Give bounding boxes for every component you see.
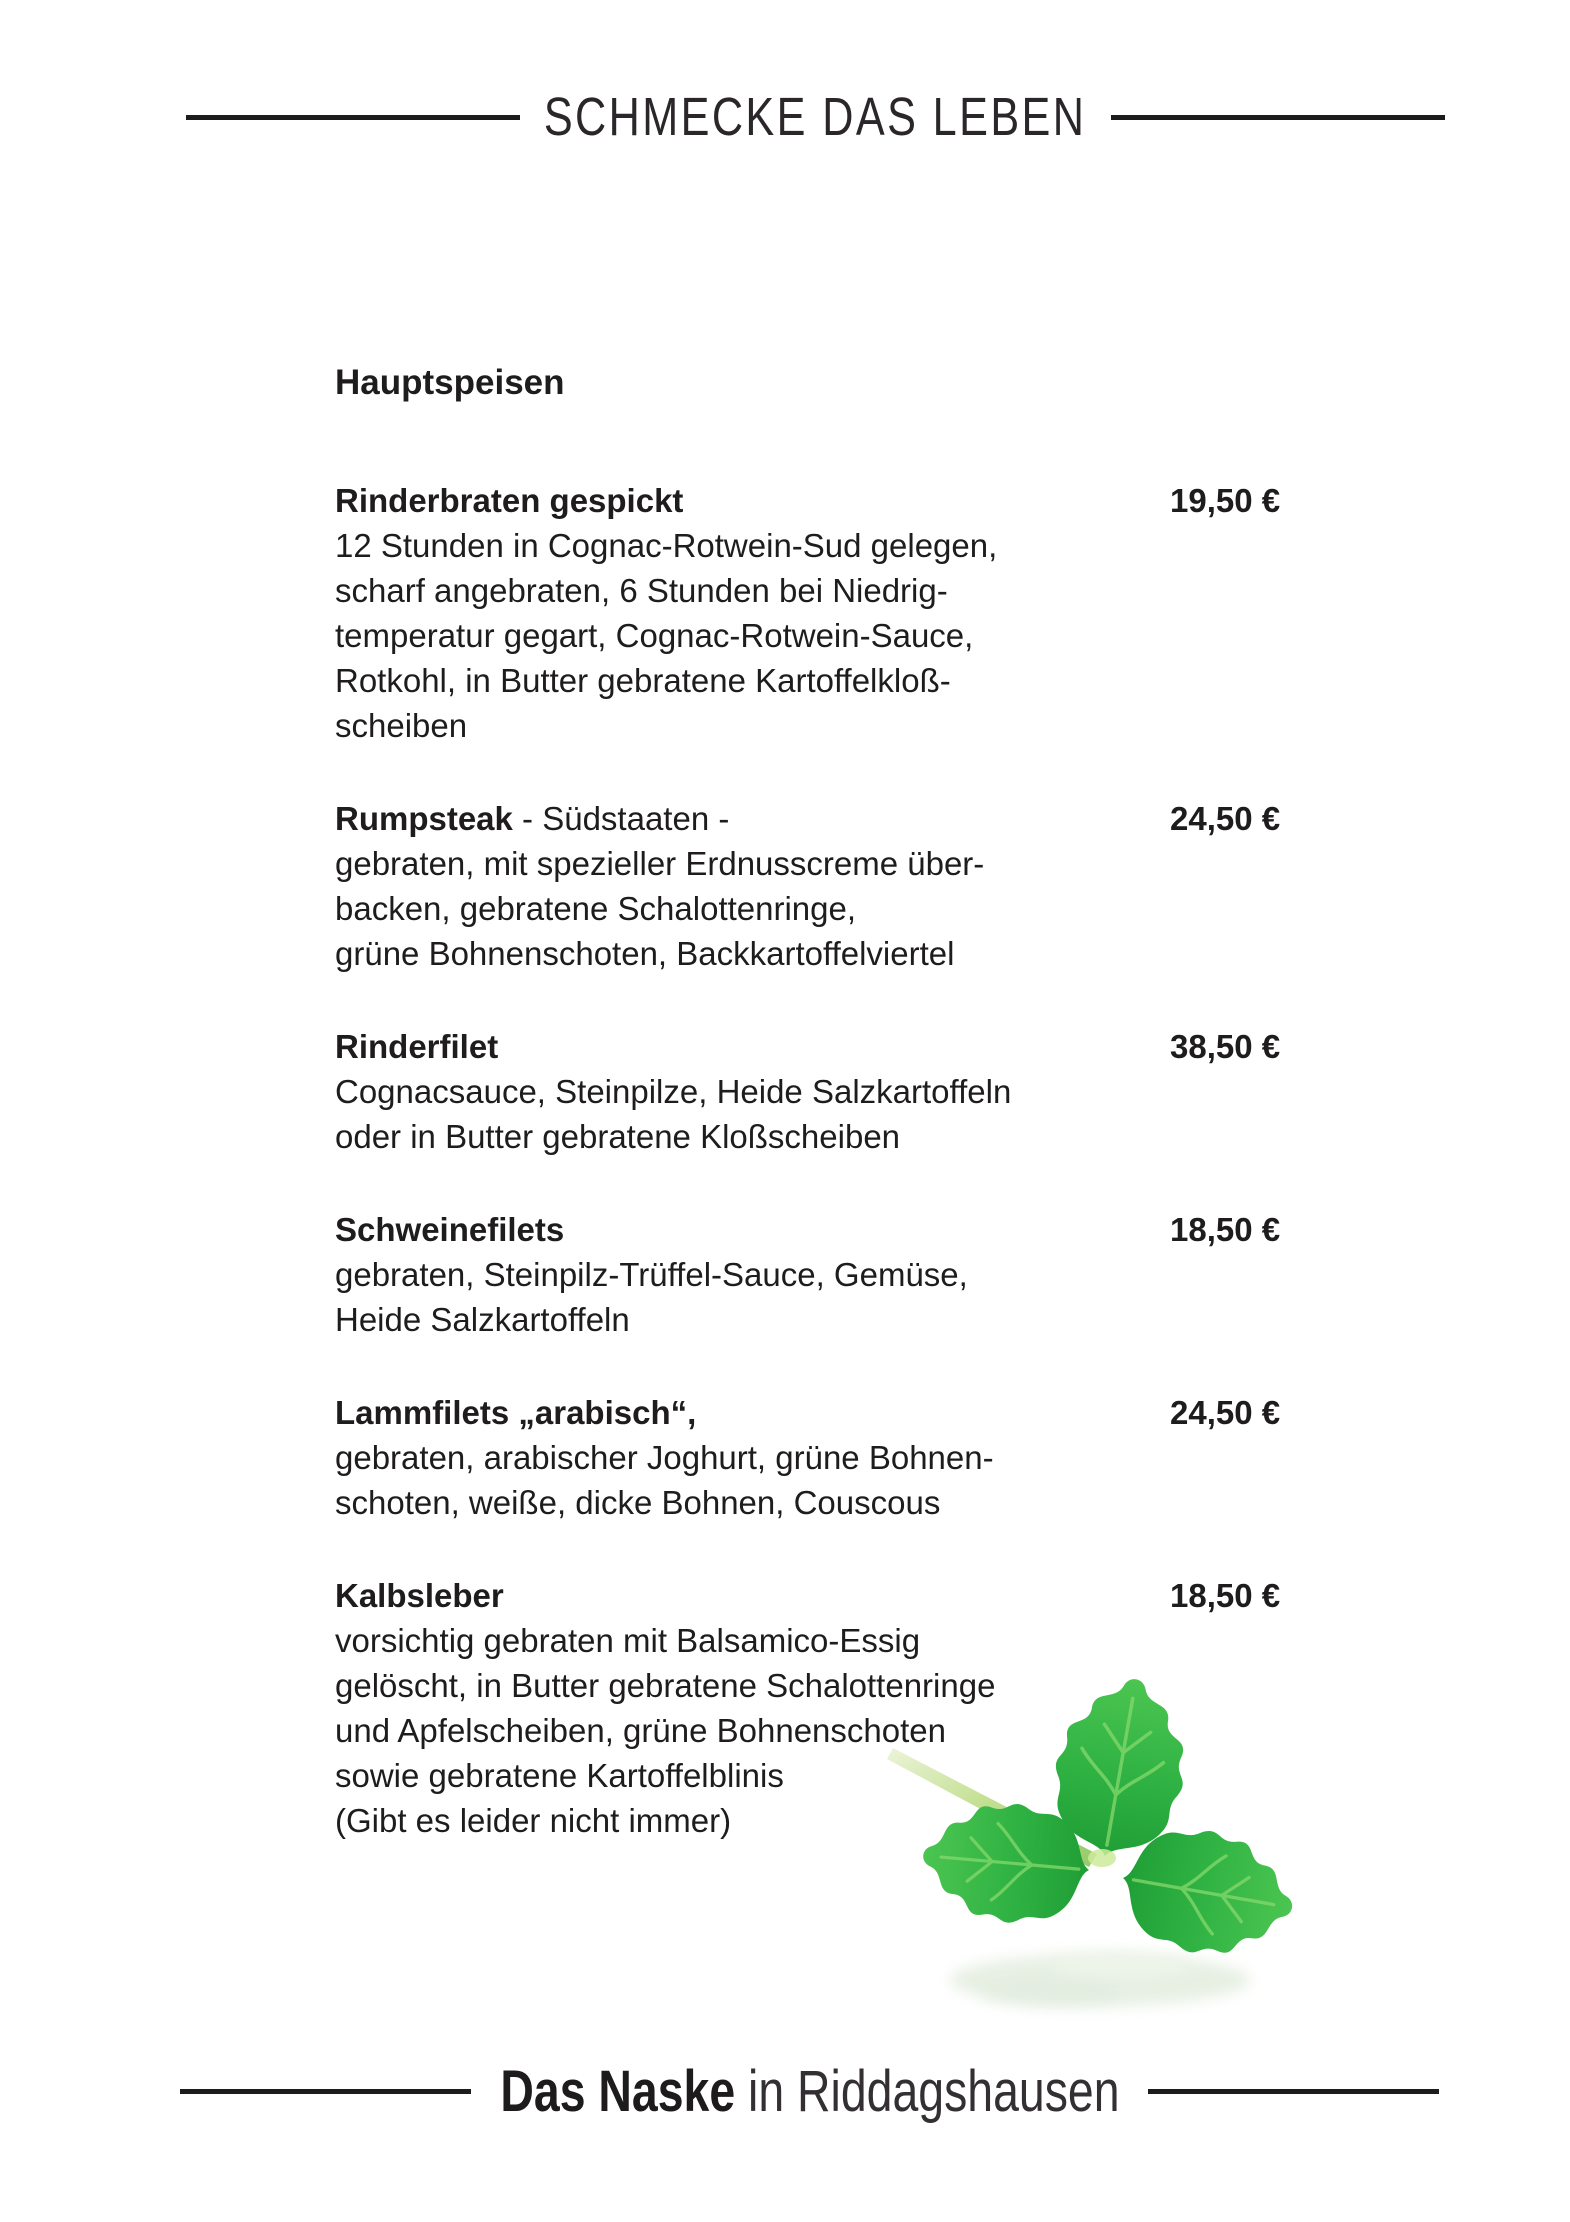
menu-item xyxy=(335,796,1335,976)
restaurant-brand: Das Naske xyxy=(499,2058,735,2124)
item-description xyxy=(335,1435,1335,1525)
item-name: Kalbsleber xyxy=(335,1577,504,1614)
page-title: SCHMECKE DAS LEBEN xyxy=(544,87,1087,147)
item-description-line: Rotkohl, in Butter gebratene Kartoffelkloß- xyxy=(335,662,951,699)
footer-rule-left xyxy=(180,2089,471,2094)
item-description-line: sowie gebratene Kartoffelblinis xyxy=(335,1757,784,1794)
item-description-line: oder in Butter gebratene Kloßscheiben xyxy=(335,1118,901,1155)
item-description xyxy=(335,1069,1335,1159)
item-title-row xyxy=(335,1573,1335,1618)
item-description-line: und Apfelscheiben, grüne Bohnenschoten xyxy=(335,1712,946,1749)
item-title-row xyxy=(335,1390,1335,1435)
item-price: 24,50 € xyxy=(1170,800,1281,837)
item-name: Schweinefilets xyxy=(335,1211,565,1248)
item-description-line: backen, gebratene Schalottenringe, xyxy=(335,890,857,927)
header-rule-left xyxy=(186,115,520,120)
item-description-line: vorsichtig gebraten mit Balsamico-Essig xyxy=(335,1622,921,1659)
restaurant-name xyxy=(500,2058,1119,2125)
item-title-row xyxy=(335,1207,1335,1252)
section-title: Hauptspeisen xyxy=(335,363,565,402)
item-description xyxy=(335,523,1335,748)
item-description xyxy=(335,1252,1335,1342)
item-name-suffix: - Südstaaten - xyxy=(512,800,730,837)
item-description-line: (Gibt es leider nicht immer) xyxy=(335,1802,732,1839)
footer-rule-right xyxy=(1148,2089,1439,2094)
item-description-line: Heide Salzkartoffeln xyxy=(335,1301,630,1338)
item-price: 38,50 € xyxy=(1170,1028,1281,1065)
page-header xyxy=(186,88,1445,146)
parsley-leaf-image xyxy=(865,1648,1315,2040)
item-description-line: schoten, weiße, dicke Bohnen, Couscous xyxy=(335,1484,941,1521)
menu-item xyxy=(335,1390,1335,1525)
item-name: Lammfilets „arabisch“, xyxy=(335,1394,697,1431)
item-price: 18,50 € xyxy=(1170,1577,1281,1614)
item-description-line: gebraten, Steinpilz-Trüffel-Sauce, Gemüse, xyxy=(335,1256,968,1293)
item-title-row xyxy=(335,478,1335,523)
item-description-line: gebraten, mit spezieller Erdnusscreme über- xyxy=(335,845,985,882)
item-price: 19,50 € xyxy=(1170,482,1281,519)
item-description xyxy=(335,841,1335,976)
menu-item xyxy=(335,478,1335,748)
item-title-row xyxy=(335,796,1335,841)
item-price: 18,50 € xyxy=(1170,1211,1281,1248)
menu-item xyxy=(335,1207,1335,1342)
item-name: Rinderfilet xyxy=(335,1028,499,1065)
item-title-row xyxy=(335,1024,1335,1069)
item-price: 24,50 € xyxy=(1170,1394,1281,1431)
item-description-line: gelöscht, in Butter gebratene Schalottenringe xyxy=(335,1667,996,1704)
item-description-line: scheiben xyxy=(335,707,468,744)
item-name: Rumpsteak xyxy=(335,800,513,837)
page-footer xyxy=(180,2060,1439,2122)
menu-item xyxy=(335,1024,1335,1159)
item-description-line: temperatur gegart, Cognac-Rotwein-Sauce, xyxy=(335,617,974,654)
item-description-line: gebraten, arabischer Joghurt, grüne Bohnen- xyxy=(335,1439,994,1476)
restaurant-location: in Riddagshausen xyxy=(734,2058,1120,2124)
item-description-line: 12 Stunden in Cognac-Rotwein-Sud gelegen, xyxy=(335,527,998,564)
item-description-line: scharf angebraten, 6 Stunden bei Niedrig- xyxy=(335,572,948,609)
header-rule-right xyxy=(1111,115,1445,120)
item-description-line: Cognacsauce, Steinpilze, Heide Salzkartoffeln xyxy=(335,1073,1012,1110)
item-description-line: grüne Bohnenschoten, Backkartoffelviertel xyxy=(335,935,955,972)
item-name: Rinderbraten gespickt xyxy=(335,482,684,519)
